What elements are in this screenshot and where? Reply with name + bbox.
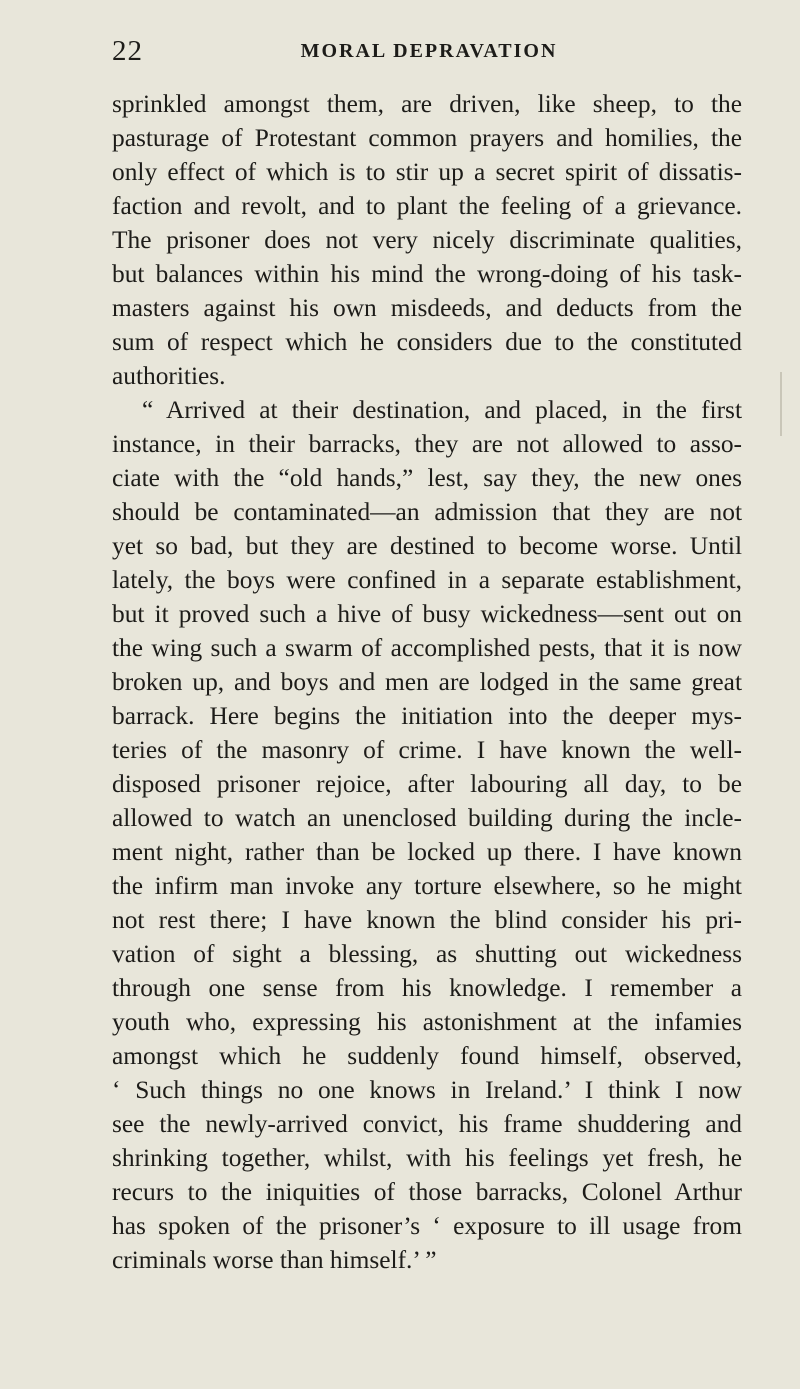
text-line: recurs to the iniquities of those barracks, Colonel Arthur [112, 1178, 742, 1206]
text-line: instance, in their barracks, they are not allowed to asso- [112, 430, 742, 458]
text-line: ment night, rather than be locked up there. I have known [112, 838, 742, 866]
text-line: only effect of which is to stir up a secret spirit of dissatis- [112, 158, 742, 186]
text-line: not rest there; I have known the blind consider his pri- [112, 906, 742, 934]
paragraph-2 [112, 393, 742, 1277]
page-header [112, 36, 722, 66]
page-edge-mark [780, 372, 782, 436]
text-line: yet so bad, but they are destined to become worse. Until [112, 532, 742, 560]
text-line: shrinking together, whilst, with his feelings yet fresh, he [112, 1144, 742, 1172]
text-line: allowed to watch an unenclosed building during the incle- [112, 804, 742, 832]
text-line: sprinkled amongst them, are driven, like sheep, to the [112, 90, 742, 118]
paragraph-1 [112, 87, 742, 393]
text-line: authorities. [112, 362, 226, 390]
text-line: ‘ Such things no one knows in Ireland.’ I think I now [112, 1076, 742, 1104]
text-line: disposed prisoner rejoice, after labouring all day, to be [112, 770, 742, 798]
text-line: ciate with the “old hands,” lest, say they, the new ones [112, 464, 742, 492]
text-line: lately, the boys were confined in a separate establishment, [112, 566, 742, 594]
text-line: has spoken of the prisoner’s ‘ exposure to ill usage from [112, 1212, 742, 1240]
text-line: amongst which he suddenly found himself, observed, [112, 1042, 742, 1070]
text-line: see the newly-arrived convict, his frame shuddering and [112, 1110, 742, 1138]
text-line: broken up, and boys and men are lodged in the same great [112, 668, 742, 696]
text-line: the infirm man invoke any torture elsewhere, so he might [112, 872, 742, 900]
text-line: barrack. Here begins the initiation into the deeper mys- [112, 702, 742, 730]
text-line: the wing such a swarm of accomplished pests, that it is now [112, 634, 742, 662]
text-line: vation of sight a blessing, as shutting out wickedness [112, 940, 742, 968]
page-number: 22 [112, 35, 143, 67]
text-line: “ Arrived at their destination, and placed, in the first [142, 396, 742, 424]
text-line: youth who, expressing his astonishment at the infamies [112, 1008, 742, 1036]
text-line: The prisoner does not very nicely discriminate qualities, [112, 226, 742, 254]
text-line: but balances within his mind the wrong-doing of his task- [112, 260, 742, 288]
text-line: teries of the masonry of crime. I have known the well- [112, 736, 742, 764]
text-line: pasturage of Protestant common prayers and homilies, the [112, 124, 742, 152]
text-line: sum of respect which he considers due to the constituted [112, 328, 742, 356]
text-line: but it proved such a hive of busy wickedness—sent out on [112, 600, 742, 628]
body-text [112, 87, 742, 1277]
text-line: should be contaminated—an admission that they are not [112, 498, 742, 526]
text-line: criminals worse than himself.’ ” [112, 1246, 437, 1274]
text-line: through one sense from his knowledge. I remember a [112, 974, 742, 1002]
running-head: MORAL DEPRAVATION [300, 40, 558, 62]
text-line: masters against his own misdeeds, and deducts from the [112, 294, 742, 322]
text-line: faction and revolt, and to plant the feeling of a grievance. [112, 192, 742, 220]
